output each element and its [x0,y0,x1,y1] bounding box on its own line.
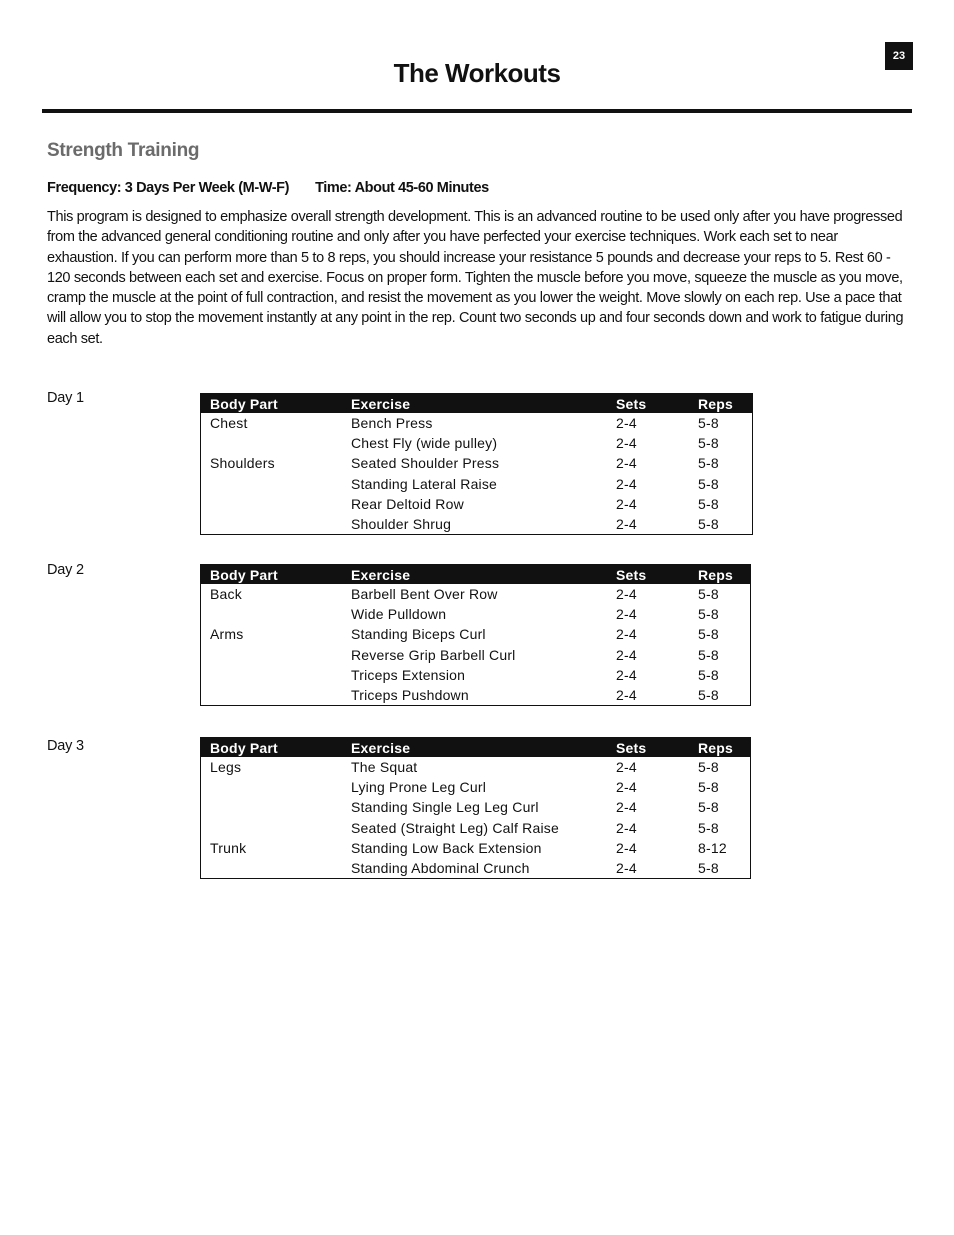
reps-cell: 5-8 [698,799,719,816]
table-row [201,858,751,879]
reps-cell: 5-8 [698,646,719,663]
day-3-table [200,737,751,879]
reps-cell: 5-8 [698,435,719,452]
header-sets: Sets [607,394,689,414]
day-3-label: Day 3 [47,738,84,754]
reps-cell: 5-8 [698,687,719,704]
day-2-label: Day 2 [47,562,84,578]
header-body-part: Body Part [201,394,343,414]
day-1-table [200,393,753,535]
header-exercise: Exercise [342,565,607,585]
sets-cell: 2-4 [616,415,637,432]
body-part-cell [201,474,343,494]
header-body-part: Body Part [201,738,343,758]
header-reps: Reps [689,565,751,585]
sets-cell: 2-4 [616,839,637,856]
exercise-cell: Standing Single Leg Leg Curl [351,799,539,816]
schedule-line [47,180,489,196]
sets-cell: 2-4 [616,435,637,452]
sets-cell: 2-4 [616,626,637,643]
reps-cell: 5-8 [698,779,719,796]
table-row [201,624,751,644]
sets-cell: 2-4 [616,455,637,472]
exercise-cell: Seated Shoulder Press [351,455,500,472]
table-row [201,645,751,665]
sets-cell: 2-4 [616,860,637,877]
body-part-cell [201,433,343,453]
title-rule [42,109,912,113]
table-header-row [201,394,753,414]
sets-cell: 2-4 [616,666,637,683]
table-row [201,413,753,433]
table-row [201,777,751,797]
header-reps: Reps [689,394,753,414]
header-exercise: Exercise [342,738,607,758]
duration-text: Time: About 45-60 Minutes [315,180,489,196]
table-row [201,474,753,494]
day-1-label: Day 1 [47,390,84,406]
reps-cell: 5-8 [698,666,719,683]
sets-cell: 2-4 [616,799,637,816]
body-part-cell: Trunk [210,839,247,856]
body-part-cell [201,858,343,879]
table-row [201,838,751,858]
sets-cell: 2-4 [616,475,637,492]
body-part-cell [201,604,343,624]
sets-cell: 2-4 [616,687,637,704]
table-row [201,665,751,685]
reps-cell: 5-8 [698,475,719,492]
exercise-cell: Wide Pulldown [351,606,447,623]
table-header-row [201,565,751,585]
table-row [201,453,753,473]
reps-cell: 5-8 [698,455,719,472]
body-part-cell [201,777,343,797]
sets-cell: 2-4 [616,779,637,796]
page-number: 23 [885,42,913,70]
reps-cell: 5-8 [698,860,719,877]
table-row [201,818,751,838]
table-header-row [201,738,751,758]
header-exercise: Exercise [342,394,607,414]
body-part-cell [201,665,343,685]
exercise-cell: Standing Lateral Raise [351,475,498,492]
header-sets: Sets [607,565,689,585]
exercise-cell: Triceps Extension [351,666,466,683]
table-row [201,494,753,514]
body-part-cell [201,818,343,838]
table-row [201,433,753,453]
exercise-cell: Bench Press [351,415,433,432]
sets-cell: 2-4 [616,495,637,512]
body-part-cell [201,514,343,535]
sets-cell: 2-4 [616,759,637,776]
body-part-cell: Legs [210,759,242,776]
table-row [201,685,751,706]
table-row [201,797,751,817]
intro-paragraph: This program is designed to emphasize overall strength development. This is an advanced routine to be used only after you have progressed from the advanced general conditioning routine and only after you have perfected your exercise techniques. Work each set to near exhaustion. If you can perform more than 5 to 8 reps, you should increase your resistance 5 pounds and decrease your reps to 5. Rest 60 - 120 seconds between each set and exercise. Focus on proper form. Tighten the muscle before you move, squeeze the muscle as you move, cramp the muscle at the point of full contraction, and resist the movement as you lower the weight. Move slowly on each rep. Use a pace that will allow you to stop the movement instantly at any point in the rep. Count two seconds up and four seconds down and work to fatigue during each set. [47,209,904,347]
day-2-table [200,564,751,706]
section-title: Strength Training [47,140,200,161]
body-part-cell [201,494,343,514]
table-row [201,584,751,604]
table-row [201,514,753,535]
frequency-text: Frequency: 3 Days Per Week (M-W-F) [47,180,290,196]
sets-cell: 2-4 [616,516,637,533]
reps-cell: 5-8 [698,586,719,603]
sets-cell: 2-4 [616,819,637,836]
reps-cell: 5-8 [698,759,719,776]
reps-cell: 5-8 [698,606,719,623]
reps-cell: 5-8 [698,415,719,432]
body-part-cell: Shoulders [210,455,275,472]
exercise-cell: Barbell Bent Over Row [351,586,498,603]
exercise-cell: Reverse Grip Barbell Curl [351,646,516,663]
body-part-cell [201,645,343,665]
exercise-cell: Standing Low Back Extension [351,839,542,856]
exercise-cell: Triceps Pushdown [351,687,469,704]
table-row [201,757,751,777]
header-body-part: Body Part [201,565,343,585]
header-sets: Sets [607,738,689,758]
body-part-cell [201,685,343,706]
exercise-cell: Shoulder Shrug [351,516,452,533]
sets-cell: 2-4 [616,606,637,623]
body-part-cell [201,797,343,817]
sets-cell: 2-4 [616,586,637,603]
body-part-cell: Back [210,586,242,603]
sets-cell: 2-4 [616,646,637,663]
page-title: The Workouts [393,58,561,88]
body-part-cell: Arms [210,626,244,643]
exercise-cell: Rear Deltoid Row [351,495,464,512]
body-part-cell: Chest [210,415,248,432]
exercise-cell: Standing Biceps Curl [351,626,486,643]
exercise-cell: Standing Abdominal Crunch [351,860,530,877]
exercise-cell: Chest Fly (wide pulley) [351,435,498,452]
table-row [201,604,751,624]
reps-cell: 5-8 [698,626,719,643]
reps-cell: 8-12 [698,839,727,856]
reps-cell: 5-8 [698,819,719,836]
reps-cell: 5-8 [698,495,719,512]
header-reps: Reps [689,738,751,758]
exercise-cell: Lying Prone Leg Curl [351,779,487,796]
reps-cell: 5-8 [698,516,719,533]
exercise-cell: Seated (Straight Leg) Calf Raise [351,819,559,836]
exercise-cell: The Squat [351,759,418,776]
